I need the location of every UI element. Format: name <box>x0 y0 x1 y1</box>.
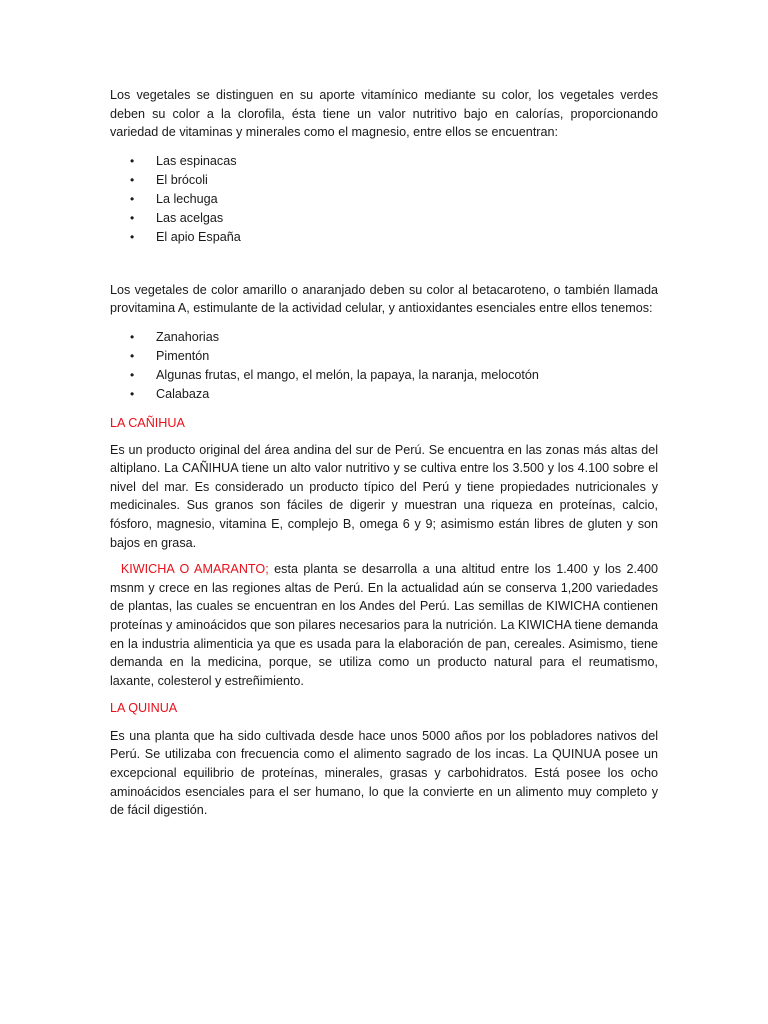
green-vegetables-intro: Los vegetales se distinguen en su aporte vitamínico mediante su color, los vegetales verdes deben su color a la clorofila, ésta tiene un valor nutritivo bajo en calorías, proporcionando variedad de vitaminas y minerales como el magnesio, entre ellos se encuentran: <box>110 88 658 140</box>
yellow-vegetables-list <box>110 328 658 404</box>
canihua-paragraph: Es un producto original del área andina del sur de Perú. Se encuentra en las zonas más altas del altiplano. La CAÑIHUA tiene un alto valor nutritivo y se cultiva entre los 3.500 y los 4.100 sobre el nivel del mar. Es considerado un producto típico del Perú y tiene propiedades nutricionales y medicinales. Sus granos son fáciles de digerir y muestran una riqueza en proteínas, calcio, fósforo, magnesio, vitamina E, complejo B, omega 6 y 9; asimismo están libres de gluten y son bajos en grasa. <box>110 442 658 550</box>
list-item: • Algunas frutas, el mango, el melón, la papaya, la naranja, melocotón <box>110 366 658 385</box>
bullet-icon: • <box>130 229 135 244</box>
bullet-icon: • <box>130 348 135 363</box>
list-item: • El brócoli <box>110 171 658 190</box>
bullet-icon: • <box>130 367 135 382</box>
document-page <box>110 86 658 820</box>
list-item: • Las espinacas <box>110 152 658 171</box>
bullet-icon: • <box>130 386 135 401</box>
green-vegetables-list <box>110 152 658 247</box>
list-item: • Zanahorias <box>110 328 658 347</box>
canihua-heading: LA CAÑIHUA <box>110 415 185 430</box>
kiwicha-heading: KIWICHA O AMARANTO; <box>120 562 269 577</box>
quinua-heading: LA QUINUA <box>110 701 178 716</box>
bullet-icon: • <box>130 172 135 187</box>
list-item: • Calabaza <box>110 385 658 404</box>
kiwicha-paragraph <box>110 560 658 690</box>
list-item: • Las acelgas <box>110 209 658 228</box>
quinua-paragraph: Es una planta que ha sido cultivada desde hace unos 5000 años por los pobladores nativos del Perú. Se utilizaba con frecuencia como el alimento sagrado de los incas. La QUINUA posee un excepcional equilibrio de proteínas, minerales, grasas y carbohidratos. Está posee los ocho aminoácidos esenciales para el ser humano, lo que la convierte en un alimento muy completo y de fácil digestión. <box>110 728 658 818</box>
kiwicha-text: esta planta se desarrolla a una altitud entre los 1.400 y los 2.400 msnm y crece en las regiones altas de Perú. En la actualidad aún se conserva 1,200 variedades de plantas, las cuales se encuentran en los Andes del Perú. Las semillas de KIWICHA contienen proteínas y aminoácidos que son pilares necesarios para la nutrición. La KIWICHA tiene demanda en la industria alimenticia ya que es usada para la elaboración de pan, cereales. Asimismo, tiene demanda en la medicina, porque, se utiliza como un producto natural para el reumatismo, laxante, colesterol y estreñimiento. <box>110 562 659 688</box>
list-item: • Pimentón <box>110 347 658 366</box>
list-item: • La lechuga <box>110 190 658 209</box>
yellow-vegetables-intro: Los vegetales de color amarillo o anaranjado deben su color al betacaroteno, o también llamada provitamina A, estimulante de la actividad celular, y antioxidantes esenciales entre ellos tenemos: <box>110 282 658 316</box>
bullet-icon: • <box>130 329 135 344</box>
bullet-icon: • <box>130 153 135 168</box>
list-item: • El apio España <box>110 228 658 247</box>
bullet-icon: • <box>130 191 135 206</box>
bullet-icon: • <box>130 210 135 225</box>
